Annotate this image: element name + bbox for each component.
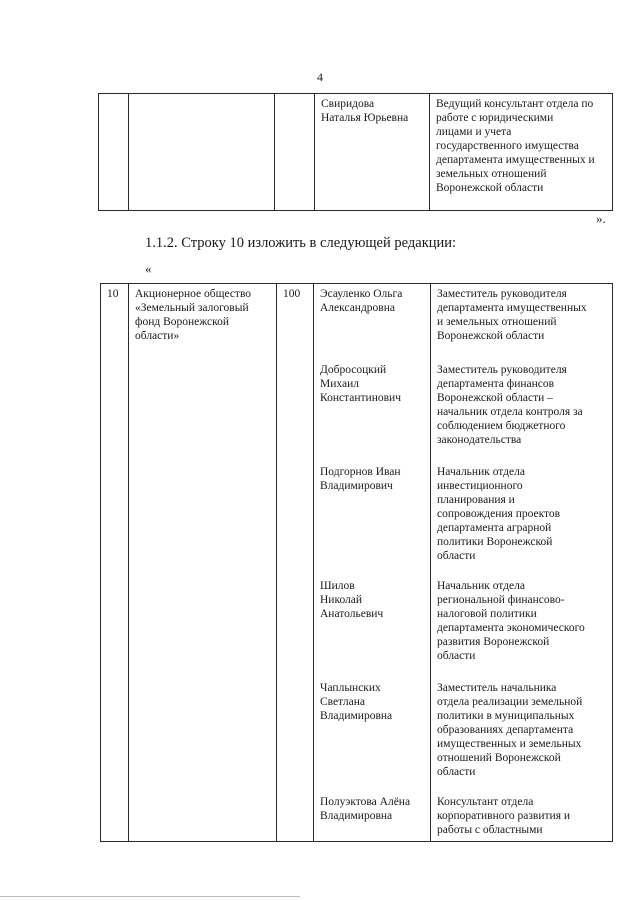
cell-share [275,94,315,211]
cell-position [431,284,613,842]
continued-table [98,93,613,211]
member-fio: Подгорнов Иван Владимирович [320,466,401,492]
member-fio: Эсауленко Ольга Александровна [320,288,403,314]
member-position: Ведущий консультант отдела по работе с юридическими лицами и учета государственного имущества департамента имущественных и земельных отношений Воронежской области [436,98,595,194]
closing-quote: ». [596,211,606,226]
cell-share: 100 [277,284,314,842]
cell-organization [129,284,277,842]
member-position: Начальник отдела региональной финансово- налоговой политики департамента экономического развития Воронежской области [437,580,585,662]
row-10-table [100,283,613,842]
member-position: Консультант отдела корпоративного развития и работы с областными [437,796,571,836]
member-fio: Шилов Николай Анатольевич [320,580,384,620]
member-position: Заместитель начальника отдела реализации земельной политики в муниципальных образованиях департамента имущественных и земельных отношений Воронежской области [437,682,583,778]
member-position: Начальник отдела инвестиционного планирования и сопровождения проектов департамента аграрной политики Воронежской области [437,466,561,562]
scan-edge-line [0,896,300,897]
table-row [101,284,613,842]
page-number: 4 [317,70,323,84]
member-position: Заместитель руководителя департамента финансов Воронежской области – начальник отдела контроля за соблюдением бюджетного законодательства [437,364,583,446]
member-position: Заместитель руководителя департамента имущественных и земельных отношений Воронежской области [437,288,587,342]
cell-position [430,94,613,211]
cell-fio [314,284,431,842]
cell-organization [129,94,275,211]
member-fio: Полуэктова Алёна Владимировна [320,796,411,822]
organization-name: Акционерное общество «Земельный залоговый фонд Воронежской области» [135,288,252,342]
cell-number [99,94,129,211]
amendment-paragraph: 1.1.2. Строку 10 изложить в следующей редакции: [145,235,457,251]
cell-fio [315,94,430,211]
cell-number: 10 [101,284,129,842]
table-row [99,94,613,211]
member-fio: Чаплынских Светлана Владимировна [320,682,393,722]
member-fio: Свиридова Наталья Юрьевна [321,98,409,124]
member-fio: Добросоцкий Михаил Константинович [320,364,401,404]
opening-quote: « [145,261,152,276]
